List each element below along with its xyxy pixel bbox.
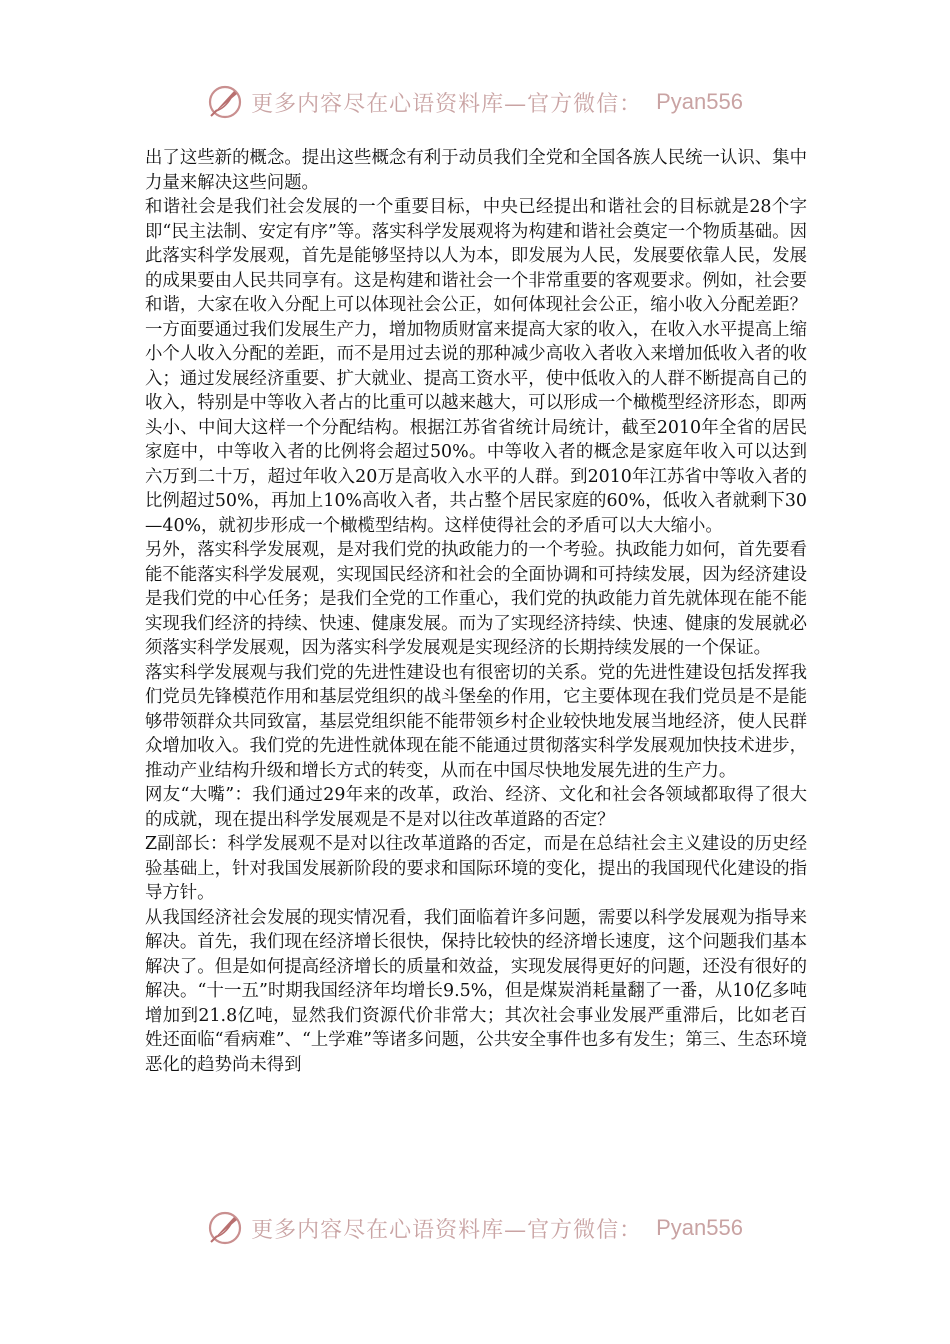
paragraph-4: 落实科学发展观与我们党的先进性建设也有很密切的关系。党的先进性建设包括发挥我们党员先锋模范作用和基层党组织的战斗堡垒的作用，它主要体现在我们党员是不是能够带领群众共同致富，基层党组织能不能带领乡村企业较快地发展当地经济，使人民群众增加收入。我们党的先进性就体现在能不能通过贯彻落实科学发展观加快技术进步，推动产业结构升级和增长方式的转变，从而在中国尽快地发展先进的生产力。 [145, 662, 807, 781]
paragraph-5: 网友“大嘴”：我们通过29年来的改革，政治、经济、文化和社会各领域都取得了很大的成就，现在提出科学发展观是不是对以往改革道路的否定？ [145, 785, 807, 830]
paragraph-7: 从我国经济社会发展的现实情况看，我们面临着许多问题，需要以科学发展观为指导来解决。首先，我们现在经济增长很快，保持比较快的经济增长速度，这个问题我们基本解决了。但是如何提高经济增长的质量和效益，实现发展得更好的问题，还没有很好的解决。“十一五”时期我国经济年均增长9.5%，但是煤炭消耗量翻了一番，从10亿多吨增加到21.8亿吨，显然我们资源代价非常大；其次社会事业发展严重滞后，比如老百姓还面临“看病难”、“上学难”等诸多问题，公共安全事件也多有发生；第三、生态环境恶化的趋势尚未得到 [145, 907, 807, 1075]
document-body [145, 146, 807, 1196]
footer-banner [0, 1208, 950, 1248]
header-wechat-id: Pyan556 [656, 89, 743, 114]
paragraph-3: 另外，落实科学发展观，是对我们党的执政能力的一个考验。执政能力如何，首先要看能不能落实科学发展观，实现国民经济和社会的全面协调和可持续发展，因为经济建设是我们党的中心任务；是我们全党的工作重心，我们党的执政能力首先就体现在能不能实现我们经济的持续、快速、健康发展。而为了实现经济持续、快速、健康的发展就必须落实科学发展观，因为落实科学发展观是实现经济的长期持续发展的一个保证。 [145, 540, 807, 658]
header-text: 更多内容尽在心语资料库—官方微信： [251, 91, 643, 117]
footer-text: 更多内容尽在心语资料库—官方微信： [251, 1217, 643, 1243]
paragraph-1: 出了这些新的概念。提出这些概念有利于动员我们全党和全国各族人民统一认识、集中力量来解决这些问题。 [145, 148, 807, 193]
paragraph-2: 和谐社会是我们社会发展的一个重要目标，中央已经提出和谐社会的目标就是28个字即“民主法制、安定有序”等。落实科学发展观将为构建和谐社会奠定一个物质基础。因此落实科学发展观，首先是能够坚持以人为本，即发展为人民，发展要依靠人民，发展的成果要由人民共同享有。这是构建和谐社会一个非常重要的客观要求。例如，社会要和谐，大家在收入分配上可以体现社会公正，如何体现社会公正，缩小收入分配差距？一方面要通过我们发展生产力，增加物质财富来提高大家的收入，在收入水平提高上缩小个人收入分配的差距，而不是用过去说的那种减少高收入者收入来增加低收入者的收入；通过发展经济重要、扩大就业、提高工资水平，使中低收入的人群不断提高自己的收入，特别是中等收入者占的比重可以越来越大，可以形成一个橄榄型经济形态，即两头小、中间大这样一个分配结构。根据江苏省省统计局统计，截至2010年全省的居民家庭中，中等收入者的比例将会超过50%。中等收入者的概念是家庭年收入可以达到六万到二十万，超过年收入20万是高收入水平的人群。到2010年江苏省中等收入者的比例超过50%，再加上10%高收入者，共占整个居民家庭的60%，低收入者就剩下30—40%，就初步形成一个橄榄型结构。这样使得社会的矛盾可以大大缩小。 [145, 197, 807, 536]
paragraph-6: Z副部长：科学发展观不是对以往改革道路的否定，而是在总结社会主义建设的历史经验基础上，针对我国发展新阶段的要求和国际环境的变化，提出的我国现代化建设的指导方针。 [145, 834, 807, 903]
quill-logo-icon [207, 1210, 243, 1246]
header-banner [0, 82, 950, 122]
quill-logo-icon [207, 84, 243, 120]
footer-wechat-id: Pyan556 [656, 1215, 743, 1240]
